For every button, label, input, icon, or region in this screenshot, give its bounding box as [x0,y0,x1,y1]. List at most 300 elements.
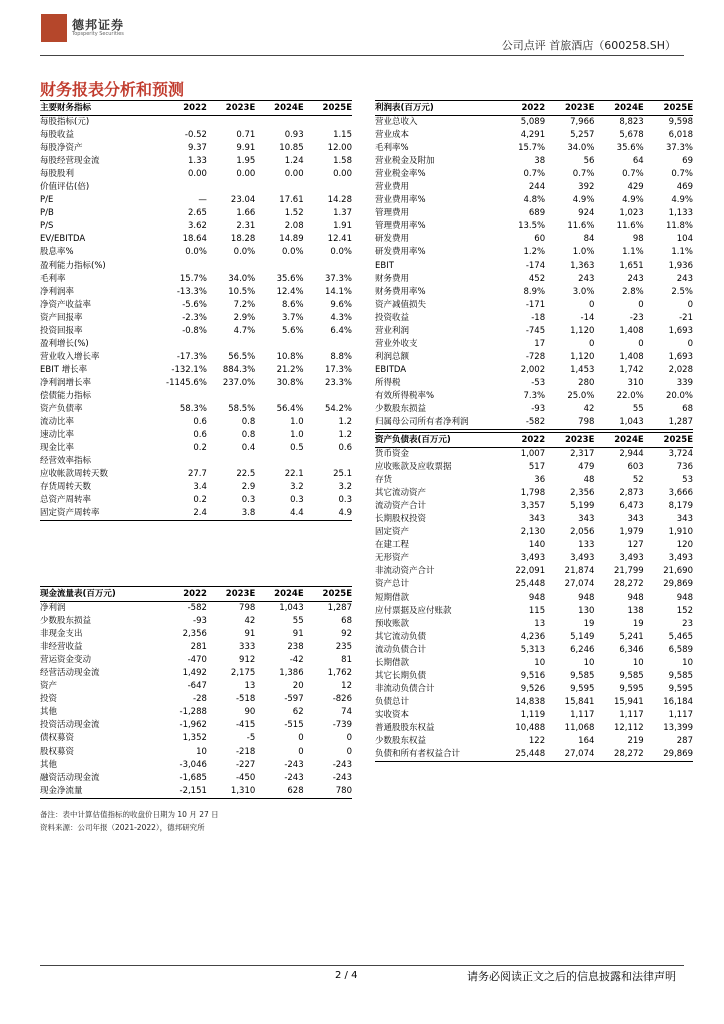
cell-value: -174 [525,260,546,271]
cell-value: 92 [341,629,352,640]
table-row [375,116,693,130]
row-label: 归属母公司所有者净利润 [375,416,496,430]
row-label: 管理费用 [375,208,410,219]
cell-value: 3.2 [290,482,304,493]
cell-value: -53 [531,377,546,388]
table-row [375,461,693,474]
cell-value: 28,272 [594,748,643,762]
table-row [375,513,693,526]
row-label: 现金净流量 [40,785,159,799]
row-label: 总资产周转率 [40,495,92,506]
row-label: 经营活动现金流 [40,668,100,679]
cell-value: 27.7 [187,469,207,480]
row-label: 管理费用率% [375,221,426,232]
table-row [375,592,693,605]
cell-value: 34.0% [228,273,256,284]
cell-value: 5.6% [282,325,304,336]
table-row [40,654,352,667]
cell-value: 10 [682,657,693,668]
cell-value: 235 [335,642,352,653]
row-label: 每股收益 [40,130,75,141]
row-label: 营业外收支 [375,338,418,349]
cell-value: 237.0% [222,377,256,388]
cell-value: 3.7% [282,312,304,323]
cell-value: 8.6% [282,299,304,310]
cell-value: 343 [627,514,644,525]
table-row [40,220,352,233]
cell-value: -42 [289,655,304,666]
cell-value: -21 [679,312,693,323]
cell-value: 0.0% [282,247,304,258]
cell-value: -132.1% [171,364,207,375]
cell-value: -243 [284,772,304,783]
cell-value: 2,175 [230,668,256,679]
cell-value: 517 [528,462,546,473]
table-row [375,565,693,578]
row-label: 速动比率 [40,430,75,441]
table-row [40,312,352,325]
table-row [375,618,693,631]
table-row [375,416,693,430]
row-label: 营业税金率% [375,169,426,180]
cell-value: 5,149 [570,631,595,642]
cell-value: 0.71 [236,130,256,141]
cell-value: -582 [496,416,545,430]
cell-value [304,390,352,403]
cell-value: 4.8% [523,195,546,206]
table-row [40,142,352,155]
row-label: 所得税 [375,377,401,388]
cell-value: 55 [292,616,304,627]
cell-value: 0.8 [241,430,256,441]
table-row [375,448,693,462]
page-number: 2 / 4 [335,970,358,981]
cell-value: 60 [534,234,546,245]
cell-value: 9.91 [236,143,256,154]
cell-value: -1,962 [179,720,207,731]
table-row [40,680,352,693]
cell-value: -0.52 [184,130,207,141]
cell-value: 479 [578,462,595,473]
cell-value: 9,585 [570,670,595,681]
cell-value: 22.5 [236,469,256,480]
row-label: EBIT [375,260,394,271]
cell-value: 0.8 [241,417,256,428]
table-row [375,312,693,325]
row-label: 价值评估(倍) [40,182,90,193]
cell-value: -17.3% [176,351,207,362]
cell-value: 53 [682,475,693,486]
logo-name: 德邦证券 [72,18,125,32]
cell-value: 1,693 [668,325,693,336]
table-row [40,233,352,246]
cell-value: 19 [632,618,644,629]
cell-value: 2.5% [671,286,693,297]
cell-value: 90 [244,707,256,718]
row-label: 在建工程 [375,540,410,551]
row-label: 净利润率 [40,286,75,297]
row-label: 每股指标(元) [40,117,90,128]
table-row [40,719,352,732]
table-row [40,641,352,654]
cell-value: 280 [578,377,595,388]
cell-value: 884.3% [222,364,256,375]
row-label: 利润总额 [375,351,410,362]
cell-value: 1.0 [290,430,304,441]
table-row [375,683,693,696]
cell-value: 3,493 [668,553,693,564]
cell-value: 1,117 [668,709,693,720]
cell-value: 219 [627,736,644,747]
row-label: 少数股东权益 [375,736,427,747]
cell-value: 74 [341,707,352,718]
row-label: EBIT 增长率 [40,364,88,375]
table-row [40,299,352,312]
cell-value: 91 [244,629,256,640]
cell-value: 1,408 [619,351,644,362]
year-header: 2022 [159,587,207,602]
cell-value: 628 [255,785,303,799]
row-label: 净利润 [40,603,66,614]
row-label: 投资回报率 [40,325,83,336]
income-statement-table [375,100,693,430]
table-row [375,748,693,762]
cell-value: 6,246 [570,644,595,655]
cell-value: 5,678 [619,130,644,141]
cell-value: 1.0% [572,247,595,258]
cell-value: 1,453 [570,364,595,375]
cell-value: 37.3% [324,273,352,284]
header-divider [40,55,684,56]
cell-value: 1,693 [668,351,693,362]
cell-value: 21.2% [276,364,304,375]
cell-value: 14.28 [327,195,352,206]
cell-value: 5,465 [668,631,693,642]
cell-value: 1,007 [520,449,546,460]
cell-value: 7.2% [233,299,256,310]
table-row [375,722,693,735]
cell-value: 5,199 [570,501,595,512]
cell-value: 22.0% [616,391,644,401]
cell-value: -0.8% [182,325,207,336]
cell-value: 58.5% [228,404,256,415]
cell-value: 10.85 [279,143,304,154]
table-row [40,390,352,403]
row-label: 非现金支出 [40,629,83,640]
table-row [375,390,693,403]
cell-value: 91 [292,629,304,640]
cell-value: 15,941 [613,696,644,707]
row-label: 其它流动资产 [375,488,427,499]
cell-value [255,260,303,273]
cell-value: 9,595 [668,683,693,694]
cell-value: -1,685 [179,772,207,783]
cell-value: 9.6% [330,299,352,310]
table-row [375,578,693,591]
cell-value: 0 [687,299,693,310]
cell-value: 0.0% [185,247,207,258]
cell-value [207,260,255,273]
row-label: 预收账款 [375,618,410,629]
cell-value: 1,492 [182,668,207,679]
table-row [375,194,693,207]
year-header: 2022 [159,101,207,116]
cell-value: 1,120 [570,351,595,362]
table-title: 利润表(百万元) [375,101,496,116]
cell-value [159,181,207,194]
cell-value: 948 [578,592,595,603]
cell-value: -647 [187,681,207,692]
row-label: EBITDA [375,364,407,375]
cell-value: 689 [528,208,546,219]
cell-value: 343 [578,514,595,525]
cell-value: 244 [528,182,546,193]
cell-value: 429 [627,182,644,193]
row-label: P/B [40,208,54,219]
cell-value: -745 [525,325,546,336]
year-header: 2022 [496,101,545,116]
row-label: 股权募资 [40,746,75,757]
table-row [40,168,352,181]
table-row [375,487,693,500]
cell-value: 7,966 [570,117,595,128]
cell-value: 333 [239,642,256,653]
table-row [375,605,693,618]
table-row [375,644,693,657]
cell-value: 10 [196,746,207,757]
year-header: 2024E [594,101,643,116]
cell-value [304,338,352,351]
row-label: 资产减值损失 [375,299,427,310]
cell-value: 736 [676,462,693,473]
cell-value: 30.8% [276,377,304,388]
cell-value: 17.61 [279,195,304,206]
table-row [40,732,352,745]
cell-value: 281 [190,642,207,653]
table-row [375,500,693,513]
row-label: 长期股权投资 [375,514,427,525]
cell-value: 4.7% [233,325,256,336]
table-row [40,194,352,207]
table-row [375,325,693,338]
cell-value: 3,493 [520,553,546,564]
cell-value: 52 [632,475,644,486]
cell-value: 0.0% [233,247,256,258]
cell-value: 9.37 [187,143,207,154]
cell-value: 2.9 [241,482,256,493]
row-label: 货币资金 [375,449,410,460]
cell-value: 343 [528,514,546,525]
table-row [375,631,693,644]
table-row [40,286,352,299]
cell-value: 25.1 [333,469,352,480]
cell-value: 798 [239,603,256,614]
cell-value: 1.2 [338,430,352,441]
table-row [40,429,352,442]
cell-value: 4.9% [671,195,693,206]
cell-value: 18.64 [182,234,207,245]
table-row [40,615,352,628]
table-row [40,116,352,130]
cell-value: 21,874 [564,566,595,577]
row-label: 毛利率 [40,273,66,284]
cell-value: 3,493 [619,553,644,564]
cell-value: -243 [284,759,304,770]
cell-value: -13.3% [176,286,207,297]
row-label: 营运资金变动 [40,655,92,666]
cell-value: 12 [341,681,352,692]
cell-value: 127 [627,540,644,551]
cell-value: 140 [528,540,546,551]
cell-value: 287 [676,736,693,747]
table-row [375,474,693,487]
cell-value: 37.3% [665,143,693,154]
cell-value: 5,313 [520,644,546,655]
cell-value: 1,386 [279,668,304,679]
cell-value: 1,651 [619,260,644,271]
cell-value: 13,399 [663,723,693,733]
row-label: 盈利能力指标(%) [40,260,106,271]
cell-value: 8,823 [619,117,644,128]
data-source: 资料来源：公司年报（2021-2022），德邦研究所 [40,823,205,832]
year-header: 2023E [207,101,255,116]
table-row [40,693,352,706]
cell-value [207,390,255,403]
cell-value: 0.00 [187,169,207,180]
cash-flow-table [40,586,352,799]
row-label: 其他 [40,759,58,770]
cell-value: 1,936 [668,260,693,271]
cell-value: 55 [632,404,644,415]
table-row [40,494,352,507]
table-row [375,338,693,351]
table-row [375,168,693,181]
cell-value: 27,074 [564,579,595,590]
cell-value: 243 [627,273,644,284]
row-label: 存货周转天数 [40,482,92,493]
row-label: 每股股利 [40,169,75,180]
cell-value: 1.52 [284,208,304,219]
cell-value: 948 [676,592,693,603]
cell-value: 0.7% [671,169,693,180]
cell-value: 0 [638,338,644,349]
cell-value: 1.66 [236,208,256,219]
table-row [40,351,352,364]
cell-value: 138 [627,605,644,616]
cell-value: 1.2 [338,417,352,428]
table-row [375,299,693,312]
cell-value: 11.6% [616,221,644,232]
cell-value: 20 [292,681,304,692]
row-label: 少数股东损益 [40,616,92,627]
cell-value: 243 [578,273,595,284]
cell-value: 164 [578,736,595,747]
cell-value: 21,799 [613,566,644,577]
cell-value: 4.9 [304,507,352,521]
row-label: 其它流动负债 [375,631,427,642]
cell-value: -28 [193,694,207,705]
row-label: 少数股东损益 [375,404,427,415]
cell-value: 13 [244,681,256,692]
year-header: 2024E [255,587,303,602]
table-row [40,667,352,680]
cell-value: 798 [545,416,594,430]
row-label: 每股经营现金流 [40,156,100,167]
cell-value: 10.5% [228,286,256,297]
cell-value: 6.4% [330,325,352,336]
row-label: 非流动资产合计 [375,566,435,577]
cell-value: 81 [341,655,352,666]
row-label: 毛利率% [375,143,409,154]
table-row [375,246,693,259]
row-label: 研发费用率% [375,247,426,258]
row-label: 负债总计 [375,696,410,707]
table-row [40,246,352,259]
table-row [40,602,352,616]
cell-value: 2,056 [570,527,595,538]
cell-value: 11.6% [567,221,595,232]
table-row [40,468,352,481]
table-row [40,377,352,390]
cell-value [255,455,303,468]
table-row [40,455,352,468]
cell-value: -5 [246,733,256,744]
cell-value: 0.7% [622,169,644,180]
cell-value: 35.6% [616,143,644,154]
cell-value: 0.0% [330,247,352,258]
table-row [375,273,693,286]
cell-value [159,260,207,273]
main-indicators-table [40,100,352,521]
cell-value: 0.3 [290,495,304,506]
cell-value: 238 [287,642,304,653]
table-row [375,155,693,168]
disclaimer: 请务必阅读正文之后的信息披露和法律声明 [467,970,676,983]
cell-value: 1.33 [187,156,207,167]
cell-value: 14,838 [515,696,546,707]
cell-value: 1.2% [523,247,546,258]
cell-value: 8,179 [668,501,693,512]
table-row [40,507,352,521]
cell-value: -218 [235,746,256,757]
table-row [40,155,352,168]
table-row [375,220,693,233]
table-row [375,670,693,683]
cell-value [304,116,352,130]
cell-value: 25.0% [567,391,595,401]
cell-value: 0 [298,733,304,744]
year-header: 2025E [304,587,352,602]
cell-value: -243 [332,759,352,770]
row-label: 长期借款 [375,657,410,668]
cell-value: 1.15 [333,130,352,141]
cell-value: 0 [687,338,693,349]
row-label: 财务费用 [375,273,410,284]
table-row [375,539,693,552]
cell-value: 84 [583,234,595,245]
cell-value: 0.2 [193,495,207,506]
row-label: 财务费用率% [375,286,426,297]
cell-value: -18 [531,312,546,323]
row-label: 短期借款 [375,592,410,603]
cell-value: -5.6% [182,299,207,310]
cell-value: 2,002 [520,364,546,375]
row-label: 非流动负债合计 [375,683,435,694]
table-row [375,181,693,194]
cell-value: 343 [676,514,693,525]
cell-value: 12,112 [613,723,644,733]
table-row [40,442,352,455]
